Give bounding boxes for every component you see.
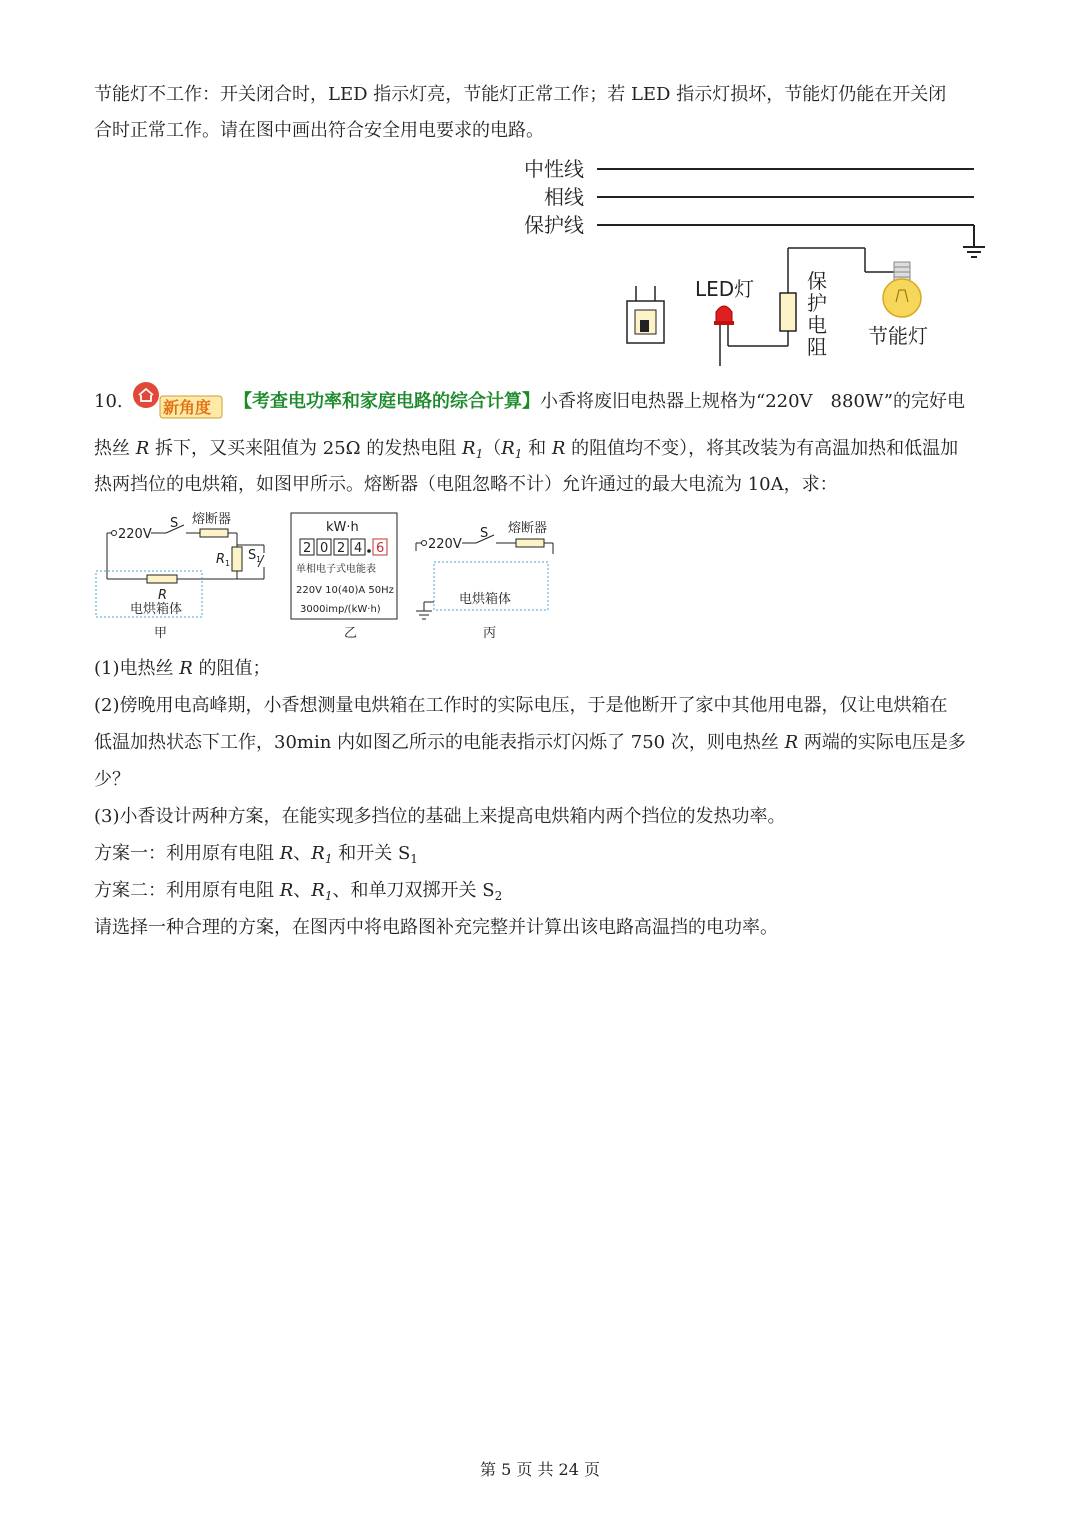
subq-1 [94, 657, 271, 681]
scheme-1-r1-sub: 1 [324, 852, 333, 866]
q10-line-1-text: 小香将废旧电热器上规格为“220V 880W”的完好电 [540, 391, 965, 412]
scheme-1-a: 方案一：利用原有电阻 [94, 843, 280, 864]
yi-digit-3: 2 [337, 541, 346, 556]
yi-digit-decimal: 6 [376, 541, 385, 556]
var-r1: R [462, 438, 476, 459]
protect-line-label: 保护线 [524, 213, 584, 237]
figure-yi-energy-meter [288, 510, 400, 645]
scheme-2-c: 、和单刀双掷开关 S [332, 880, 495, 901]
yi-unit: kW·h [326, 520, 359, 535]
bing-caption: 丙 [483, 626, 497, 641]
jia-r [147, 575, 177, 583]
yi-digit-2: 0 [320, 541, 329, 556]
var-r: R [135, 438, 150, 459]
jia-fuse-label: 熔断器 [192, 512, 232, 527]
jia-fuse [200, 529, 228, 537]
page-footer: 第 5 页 共 24 页 [480, 1460, 600, 1479]
topic-bracket: 【考查电功率和家庭电路的综合计算】 [234, 391, 540, 412]
var-r-b: R [551, 438, 566, 459]
ground-icon [963, 225, 985, 257]
jia-box-label: 电烘箱体 [130, 602, 183, 617]
jia-s1-label: S [248, 548, 257, 563]
q10-l2-b: 拆下，又买来阻值为 25Ω 的发热电阻 [149, 438, 463, 459]
neutral-line-label: 中性线 [524, 157, 584, 181]
bing-fuse [516, 539, 544, 547]
jia-switch-label: S [170, 516, 179, 531]
q10-l2-d: 和 [522, 438, 552, 459]
resistor-label-1: 保 [807, 269, 827, 293]
scheme-1-b: 、 [293, 843, 312, 864]
subq-2-line-2 [94, 731, 966, 755]
q10-line-1 [234, 390, 965, 414]
led-label: LED灯 [695, 277, 755, 301]
q10-l2-c: （ [483, 438, 502, 459]
jia-r1 [232, 547, 242, 571]
yi-digit-4: 4 [354, 541, 363, 556]
q10-l2-a: 热丝 [94, 438, 136, 459]
scheme-1-r1: R [311, 843, 325, 864]
jia-r1-label: R [216, 552, 226, 567]
scheme-1-s1-sub: 1 [410, 852, 418, 866]
new-angle-badge [130, 380, 226, 420]
scheme-2 [94, 879, 502, 908]
subq-2-b: 两端的实际电压是多 [798, 732, 966, 753]
subq-1-b: 的阻值； [192, 658, 271, 679]
resistor-label-4: 阻 [807, 335, 827, 359]
intro-line-1: 节能灯不工作：开关闭合时，LED 指示灯亮，节能灯正常工作；若 LED 指示灯损坏，节能灯仍能在开关闭 [94, 84, 947, 105]
subq-1-var: R [179, 658, 193, 679]
scheme-1 [94, 842, 418, 871]
jia-r1-sub: 1 [225, 559, 231, 568]
badge-circle-icon [133, 382, 159, 408]
resistor-label-2: 护 [807, 291, 827, 315]
household-circuit-diagram [500, 150, 1020, 375]
bing-ground-icon [416, 602, 434, 619]
wall-switch-icon [627, 286, 664, 343]
question-number: 10. [94, 391, 123, 412]
figure-jia [92, 505, 282, 645]
intro-line-2: 合时正常工作。请在图中画出符合安全用电要求的电路。 [94, 120, 544, 141]
jia-caption: 甲 [154, 626, 168, 641]
yi-meter-name: 单相电子式电能表 [296, 564, 376, 575]
q10-line-3: 热两挡位的电烘箱，如图甲所示。熔断器（电阻忽略不计）允许通过的最大电流为 10A，求： [94, 474, 838, 495]
jia-voltage: 220V [118, 527, 152, 542]
yi-digit-1: 2 [303, 541, 312, 556]
yi-caption: 乙 [344, 626, 358, 641]
scheme-1-c: 和开关 S [332, 843, 411, 864]
bing-switch-label: S [480, 526, 489, 541]
q10-l2-e: 的阻值均不变），将其改装为有高温加热和低温加 [565, 438, 959, 459]
scheme-2-b: 、 [293, 880, 312, 901]
led-icon [714, 306, 788, 366]
resistor-label-3: 电 [807, 313, 827, 337]
subq-3: (3)小香设计两种方案，在能实现多挡位的基础上来提高电烘箱内两个挡位的发热功率。 [94, 806, 786, 827]
var-r1-b-sub: 1 [514, 447, 523, 461]
scheme-1-r: R [279, 843, 294, 864]
subq-2-a: 低温加热状态下工作，30min 内如图乙所示的电能表指示灯闪烁了 750 次，则电热丝 [94, 732, 785, 753]
final-instruction: 请选择一种合理的方案，在图丙中将电路图补充完整并计算出该电路高温挡的电功率。 [94, 917, 778, 938]
subq-2-var: R [784, 732, 799, 753]
scheme-2-r: R [279, 880, 294, 901]
yi-meter-spec: 220V 10(40)A 50Hz [296, 585, 394, 596]
jia-r-label: R [158, 588, 168, 603]
scheme-2-s2-sub: 2 [494, 889, 503, 903]
subq-1-a: (1)电热丝 [94, 658, 180, 679]
scheme-2-r1-sub: 1 [324, 889, 333, 903]
badge-label: 新角度 [163, 398, 212, 417]
yi-meter-imp: 3000imp/(kW·h) [300, 604, 381, 615]
bing-fuse-label: 熔断器 [508, 521, 548, 536]
bing-box-label: 电烘箱体 [459, 592, 512, 607]
figure-bing [410, 510, 560, 645]
q10-line-2 [94, 437, 958, 466]
live-line-label: 相线 [544, 185, 584, 209]
var-r1-sub: 1 [475, 447, 484, 461]
subq-2-line-3: 少？ [94, 769, 130, 790]
var-r1-b: R [501, 438, 515, 459]
jia-s1-sub: 1 [256, 555, 262, 564]
subq-2-line-1: (2)傍晚用电高峰期，小香想测量电烘箱在工作时的实际电压，于是他断开了家中其他用电器，仅让电烘箱在 [94, 695, 948, 716]
bing-voltage: 220V [428, 537, 462, 552]
scheme-2-a: 方案二：利用原有电阻 [94, 880, 280, 901]
scheme-2-r1: R [311, 880, 325, 901]
energy-saving-lamp-icon [883, 262, 921, 317]
lamp-label: 节能灯 [868, 324, 928, 348]
